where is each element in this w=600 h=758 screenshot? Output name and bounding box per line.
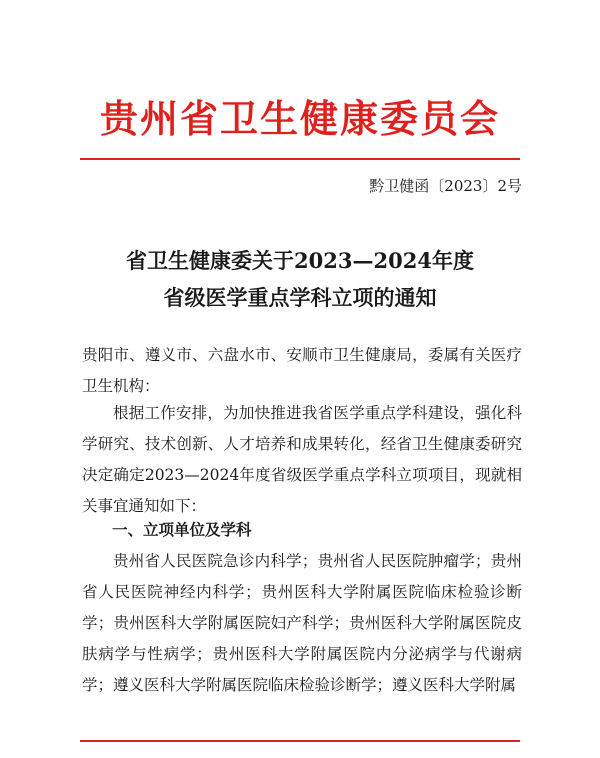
section-1-body: 贵州省人民医院急诊内科学；贵州省人民医院肿瘤学；贵州省人民医院神经内科学；贵州医科大学附属医院临床检验诊断学；贵州医科大学附属医院妇产科学；贵州医科大学附属医院皮肤病学与性病学；贵州医科大学附属医院内分泌病学与代谢病学；遵义医科大学附属医院临床检验诊断学；遵义医科大学附属 — [82, 552, 522, 694]
intro-paragraph: 根据工作安排，为加快推进我省医学重点学科建设，强化科学研究、技术创新、人才培养和成果转化，经省卫生健康委研究决定确定2023—2024年度省级医学重点学科立项项目，现就相关事宜通知如下： — [82, 404, 522, 515]
header-red-rule — [80, 158, 520, 160]
section-1-heading: 一、立项单位及学科 — [112, 520, 252, 539]
footer-red-rule — [80, 740, 520, 742]
recipients-paragraph: 贵阳市、遵义市、六盘水市、安顺市卫生健康局，委属有关医疗卫生机构： — [82, 346, 522, 395]
document-number: 黔卫健函〔2023〕2号 — [369, 177, 522, 195]
title-line-1: 省卫生健康委关于2023—2024年度 — [126, 248, 474, 273]
title-line-2: 省级医学重点学科立项的通知 — [163, 285, 437, 310]
issuer-name: 贵州省卫生健康委员会 — [99, 96, 500, 141]
